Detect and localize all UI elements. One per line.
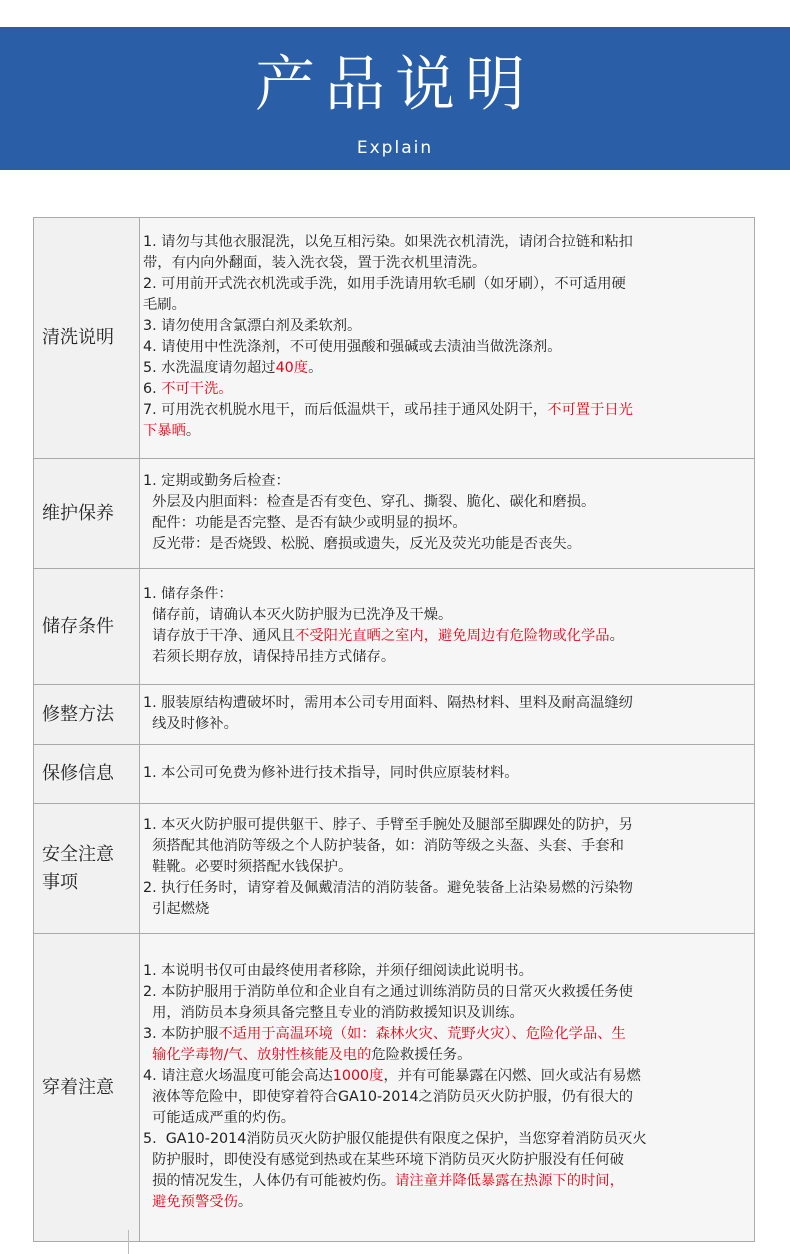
warning-text: 1000度	[332, 1067, 384, 1084]
divider	[128, 1230, 129, 1254]
content-line	[143, 379, 744, 400]
body-text: 5. GA10-2014消防员灭火防护服仅能提供有限度之保护，当您穿着消防员灭火	[143, 1130, 647, 1147]
warning-text: 不适用于高温环境（如：森林火灾、荒野火灾）、危险化学品、生	[218, 1025, 626, 1042]
body-text: 7. 可用洗衣机脱水甩干，而后低温烘干，或吊挂于通风处阴干，	[143, 402, 548, 418]
content-line	[143, 1150, 744, 1171]
page-title: 产品说明	[255, 50, 535, 120]
section-label: 保修信息	[34, 745, 140, 804]
body-text: 1. 本说明书仅可由最终使用者移除，并须仔细阅读此说明书。	[143, 962, 533, 979]
body-text: 引起燃烧	[143, 901, 210, 917]
content-line	[143, 836, 744, 857]
body-text: 防护服时，即使没有感觉到热或在某些环境下消防员灭火防护服没有任何破	[143, 1151, 624, 1168]
body-text	[143, 1194, 152, 1210]
body-text: 2. 执行任务时，请穿着及佩戴清洁的消防装备。避免装备上沾染易燃的污染物	[143, 880, 633, 896]
content-line	[143, 961, 744, 982]
body-text: 可能适成严重的灼伤。	[143, 1109, 296, 1126]
body-text: 请存放于干净、通风且	[143, 627, 296, 644]
warning-text: 不受阳光直晒之室内，避免周边有危险物或化学品	[295, 627, 610, 644]
warning-text: 不可干洗。	[161, 381, 233, 397]
body-text: 4. 请注意火场温度可能会高达	[143, 1067, 333, 1084]
content-line	[143, 1171, 744, 1192]
body-text: 2. 可用前开式洗衣机洗或手洗，如用手洗请用软毛刷（如牙刷），不可适用硬	[143, 276, 626, 292]
body-text: 。	[308, 360, 323, 376]
body-text: 3. 本防护服	[143, 1025, 219, 1042]
content-line	[143, 605, 744, 626]
section-label: 修整方法	[34, 685, 140, 745]
content-line	[143, 1003, 744, 1024]
content-line	[143, 400, 744, 421]
content-line	[143, 584, 744, 605]
content-line	[143, 1129, 744, 1150]
body-text: 。	[609, 627, 624, 644]
content-line	[143, 878, 744, 899]
section-content	[140, 745, 755, 804]
content-line	[143, 232, 744, 253]
content-line	[143, 534, 744, 555]
body-text: 液体等危险中，即使穿着符合GA10-2014之消防员灭火防护服，仍有很大的	[143, 1088, 633, 1105]
warning-text: 40度	[275, 360, 309, 376]
section-content	[140, 934, 755, 1242]
body-text: 线及时修补。	[143, 715, 238, 732]
section-content	[140, 685, 755, 745]
section-label: 穿着注意	[34, 934, 140, 1242]
section-row	[34, 459, 755, 569]
content-line	[143, 274, 744, 295]
section-content	[140, 804, 755, 934]
section-content	[140, 218, 755, 459]
body-text: 储存前，请确认本灭火防护服为已洗净及干燥。	[143, 606, 453, 623]
content-line	[143, 421, 744, 442]
content-line	[143, 1192, 744, 1213]
body-text: 反光带：是否烧毁、松脱、磨损或遗失，反光及荧光功能是否丧失。	[143, 535, 581, 552]
body-text: 毛刷。	[143, 297, 186, 313]
content-line	[143, 815, 744, 836]
content-line	[143, 1087, 744, 1108]
body-text: 须搭配其他消防等级之个人防护装备，如：消防等级之头盔、头套、手套和	[143, 838, 624, 854]
instruction-table	[33, 217, 755, 1242]
body-text: 1. 定期或勤务后检查：	[143, 472, 290, 489]
section-label	[34, 804, 140, 934]
body-text: 配件：功能是否完整、是否有缺少或明显的损坏。	[143, 514, 467, 531]
content-line	[143, 626, 744, 647]
warning-text: 下暴晒	[143, 423, 186, 439]
section-row	[34, 804, 755, 934]
warning-text: 不可置于日光	[547, 402, 633, 418]
body-text: 4. 请使用中性洗涤剂，不可使用强酸和强碱或去渍油当做洗涤剂。	[143, 339, 562, 355]
warning-text: 避免预警受伤	[152, 1193, 238, 1210]
content-line	[143, 492, 744, 513]
content-line	[143, 693, 744, 714]
section-row	[34, 218, 755, 459]
body-text: 危险救援任务。	[371, 1046, 472, 1063]
body-text: 6.	[143, 381, 162, 397]
content-line	[143, 982, 744, 1003]
section-row	[34, 569, 755, 685]
body-text: 若须长期存放，请保持吊挂方式储存。	[143, 648, 396, 665]
body-text: ，并有可能暴露在闪燃、回火或沾有易燃	[383, 1067, 641, 1084]
body-text: 5. 水洗温度请勿超过	[143, 360, 276, 376]
content-line	[143, 647, 744, 668]
body-text: 外层及内胆面料：检查是否有变色、穿孔、撕裂、脆化、碳化和磨损。	[143, 493, 596, 510]
body-text: 1. 请勿与其他衣服混洗，以免互相污染。如果洗衣机清洗，请闭合拉链和粘扣	[143, 234, 633, 250]
body-text: 。	[237, 1193, 253, 1210]
section-row	[34, 685, 755, 745]
body-text: 3. 请勿使用含氯漂白剂及柔软剂。	[143, 318, 362, 334]
section-row	[34, 934, 755, 1242]
body-text: 2. 本防护服用于消防单位和企业自有之通过训练消防员的日常灭火救援任务使	[143, 983, 633, 1000]
page-subtitle: Explain	[356, 138, 434, 158]
content-line	[143, 1024, 744, 1045]
section-label: 储存条件	[34, 569, 140, 685]
header-banner	[0, 27, 790, 170]
body-text: 1. 服装原结构遭破坏时，需用本公司专用面料、隔热材料、里料及耐高温缝纫	[143, 694, 633, 711]
section-content	[140, 459, 755, 569]
body-text: 用，消防员本身须具备完整且专业的消防救援知识及训练。	[143, 1004, 524, 1021]
body-text	[143, 1047, 152, 1063]
body-text: 1. 本灭火防护服可提供躯干、脖子、手臂至手腕处及腿部至脚踝处的防护，另	[143, 817, 633, 833]
content-line	[143, 1045, 744, 1066]
section-label: 维护保养	[34, 459, 140, 569]
content-line	[143, 857, 744, 878]
content-line	[143, 714, 744, 735]
content-line	[143, 253, 744, 274]
content-line	[143, 513, 744, 534]
section-row	[34, 745, 755, 804]
content-line	[143, 1108, 744, 1129]
content-line	[143, 1066, 744, 1087]
warning-text: 输化学毒物/气、放射性核能及电的	[152, 1046, 372, 1063]
body-text: 1. 本公司可免费为修补进行技术指导，同时供应原装材料。	[143, 764, 519, 781]
section-label: 清洗说明	[34, 218, 140, 459]
content-line	[143, 763, 744, 784]
content-line	[143, 316, 744, 337]
body-text: 鞋靴。必要时须搭配水钱保护。	[143, 859, 353, 875]
content-line	[143, 471, 744, 492]
section-label-line: 安全注意	[42, 843, 114, 865]
content-line	[143, 899, 744, 920]
content-line	[143, 295, 744, 316]
body-text: 损的情况发生，人体仍有可能被灼伤。	[143, 1172, 396, 1189]
body-text: 。	[185, 423, 201, 439]
body-text: 1. 储存条件：	[143, 585, 233, 602]
section-content	[140, 569, 755, 685]
warning-text: 请注童并降低暴露在热源下的时间，	[395, 1172, 624, 1189]
content-line	[143, 337, 744, 358]
content-line	[143, 358, 744, 379]
body-text: 带，有内向外翻面，装入洗衣袋，置于洗衣机里清洗。	[143, 255, 487, 271]
section-label-line: 事项	[42, 871, 78, 893]
